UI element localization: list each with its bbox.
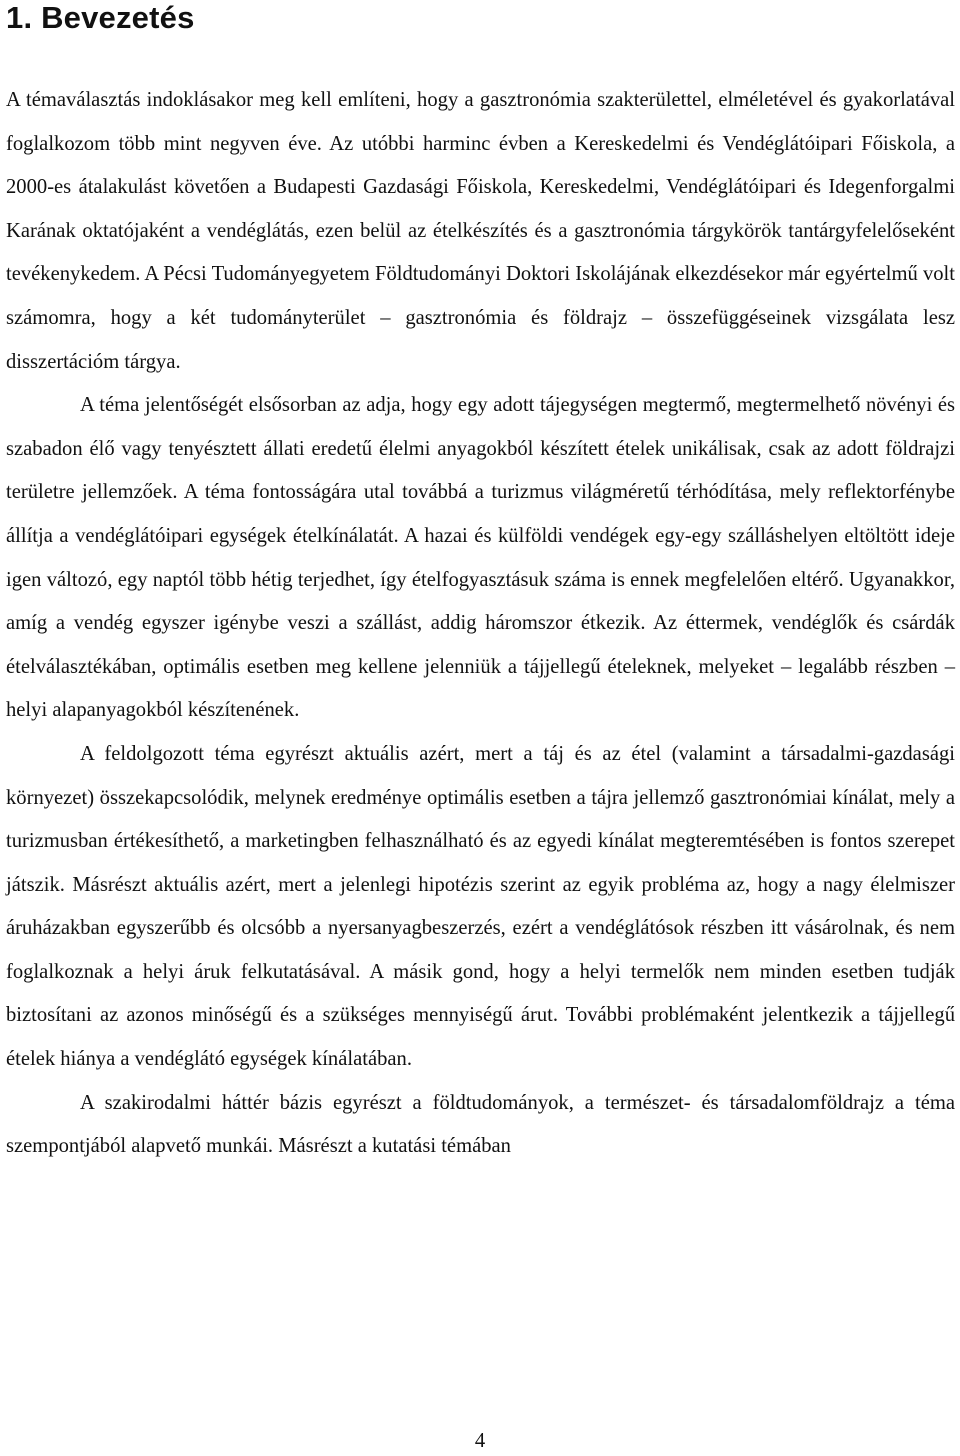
document-page — [6, 0, 955, 1169]
paragraph-topic-significance: A téma jelentőségét elsősorban az adja, hogy egy adott tájegységen megtermő, megtermelhető növényi és szabadon élő vagy tenyésztett állati eredetű élelmi anyagokból készített ételek unikálisak, csak az adott földrajzi területre jellemzőek. A téma fontosságára utal továbbá a turizmus világméretű térhódítása, mely reflektorfénybe állítja a vendéglátóipari egységek ételkínálatát. A hazai és külföldi vendégek egy-egy szálláshelyen eltöltött ideje igen változó, egy naptól több hétig terjedhet, így ételfogyasztásuk száma is ennek megfelelően eltérő. Ugyanakkor, amíg a vendég egyszer igénybe veszi a szállást, addig háromszor étkezik. Az éttermek, vendéglők és csárdák ételválasztékában, optimális esetben meg kellene jelenniük a tájjellegű ételeknek, melyeket – legalább részben – helyi alapanyagokból készítenének. — [6, 394, 955, 722]
body-text — [6, 79, 955, 1169]
paragraph-topic-choice: A témaválasztás indoklásakor meg kell említeni, hogy a gasztronómia szakterülettel, elméletével és gyakorlatával foglalkozom több mint negyven éve. Az utóbbi harminc évben a Kereskedelmi és Vendéglátóipari Főiskola, a 2000-es átalakulást követően a Budapesti Gazdasági Főiskola, Kereskedelmi, Vendéglátóipari és Idegenforgalmi Karának oktatójaként a vendéglátás, ezen belül az ételkészítés és a gasztronómia tárgykörök tantárgyfelelőseként tevékenykedem. A Pécsi Tudományegyetem Földtudományi Doktori Iskolájának elkezdésekor már egyértelmű volt számomra, hogy a két tudományterület – gasztronómia és földrajz – összefüggéseinek vizsgálata lesz disszertációm tárgya. — [6, 89, 955, 373]
page-number: 4 — [474, 1430, 486, 1452]
section-heading: 1. Bevezetés — [6, 0, 195, 35]
paragraph-literature-background: A szakirodalmi háttér bázis egyrészt a földtudományok, a természet- és társadalomföldrajz a téma szempontjából alapvető munkái. Másrészt a kutatási témában — [6, 1091, 955, 1158]
paragraph-topic-relevance: A feldolgozott téma egyrészt aktuális azért, mert a táj és az étel (valamint a társadalmi-gazdasági környezet) összekapcsolódik, melynek eredménye optimális esetben a tájra jellemző gasztronómiai kínálat, mely a turizmusban értékesíthető, a marketingben felhasználható és az egyedi kínálat megteremtésében is fontos szerepet játszik. Másrészt aktuális azért, mert a jelenlegi hipotézis szerint az egyik probléma az, hogy a nagy élelmiszer áruházakban egyszerűbb és olcsóbb a nyersanyagbeszerzés, ezért a vendéglátósok részben itt vásárolnak, és nem foglalkoznak a helyi áruk felkutatásával. A másik gond, hogy a helyi termelők nem minden esetben tudják biztosítani az azonos minőségű és a szükséges mennyiségű árut. További problémaként jelentkezik a tájjellegű ételek hiánya a vendéglátó egységek kínálatában. — [6, 742, 955, 1071]
